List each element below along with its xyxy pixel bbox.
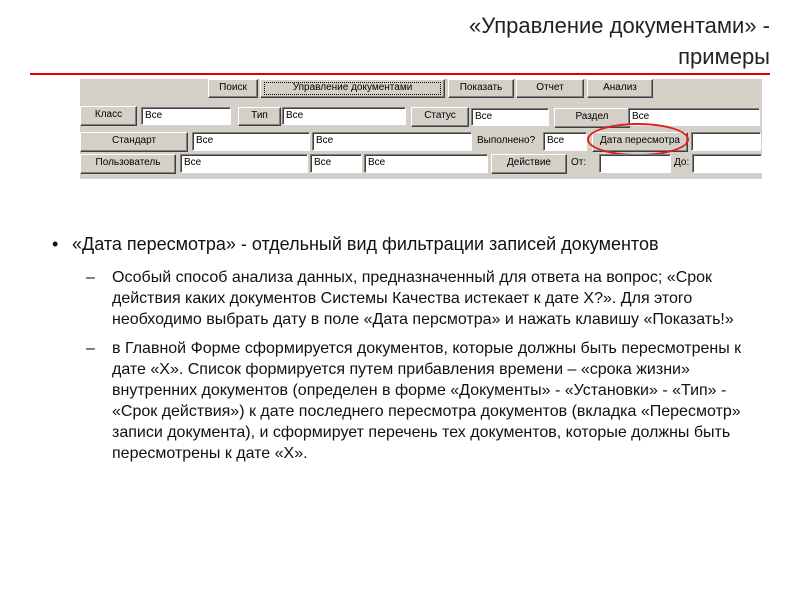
from-label: От: — [571, 157, 587, 168]
class-button[interactable]: Класс — [80, 106, 137, 126]
manage-documents-button[interactable] — [260, 79, 445, 98]
standard-field[interactable]: Все — [192, 132, 310, 151]
sub-bullet-marker: – — [86, 340, 95, 357]
status-button[interactable]: Статус — [411, 107, 469, 127]
review-date-highlight — [587, 123, 689, 156]
to-date-field[interactable] — [692, 154, 762, 173]
focus-rect — [264, 82, 441, 95]
secondary-user-field[interactable]: Все — [310, 154, 362, 173]
manage-documents-label: Управление документами — [292, 82, 413, 93]
from-date-field[interactable] — [599, 154, 671, 173]
standard-button[interactable]: Стандарт — [80, 132, 188, 152]
section-field[interactable]: Все — [628, 108, 760, 126]
review-date-field[interactable] — [691, 132, 761, 151]
completed-field[interactable]: Все — [543, 132, 587, 151]
tertiary-user-field[interactable]: Все — [364, 154, 488, 173]
report-button[interactable]: Отчет — [516, 79, 584, 98]
slide-title-line-2: примеры — [678, 44, 770, 69]
type-button[interactable]: Тип — [238, 107, 281, 126]
slide-title — [250, 10, 770, 72]
sub-bullet-2-text: в Главной Форме сформируется документов, которые должны быть пересмотрены к дате «Х». Список формируется путем прибавления времени – «срока жизни» внутренних документов (определен в форме «Документы» - «Установки» - «Тип» - «Срок действия») к дате последнего пересмотра документов (вкладка «Пересмотр» записи документа), и сформирует перечень тех документов, которые должны быть пересмотрены к дате «Х». — [112, 340, 742, 462]
to-label: До: — [674, 157, 690, 168]
bullet-marker: • — [52, 234, 59, 254]
secondary-field[interactable]: Все — [312, 132, 472, 151]
sub-bullet-1-text: Особый способ анализа данных, предназначенный для ответа на вопрос; «Срок действия каких документов Системы Качества истекает к дате Х?». Для этого необходимо выбрать дату в поле «Дата персмотра» и нажать клавишу «Показать!» — [112, 269, 734, 328]
type-field[interactable]: Все — [282, 107, 406, 125]
action-button[interactable]: Действие — [491, 154, 567, 174]
main-bullet — [50, 233, 770, 255]
show-button[interactable]: Показать — [448, 79, 514, 98]
analysis-button[interactable]: Анализ — [587, 79, 653, 98]
sub-bullet-1 — [50, 267, 770, 330]
user-field[interactable]: Все — [180, 154, 308, 173]
search-button[interactable]: Поиск — [208, 79, 258, 98]
sub-bullet-2 — [50, 338, 770, 464]
section-button[interactable]: Раздел — [554, 108, 630, 128]
completed-label: Выполнено? — [477, 135, 536, 146]
slide-title-line-1: «Управление документами» - — [468, 13, 770, 38]
title-divider — [30, 73, 770, 75]
user-button[interactable]: Пользователь — [80, 154, 176, 174]
filter-panel-screenshot — [80, 79, 762, 179]
bullet-list — [50, 233, 770, 464]
class-field[interactable]: Все — [141, 107, 231, 125]
sub-bullet-marker: – — [86, 269, 95, 286]
review-date-button[interactable]: Дата пересмотра — [592, 132, 688, 152]
status-field[interactable]: Все — [471, 108, 549, 126]
main-bullet-text: «Дата пересмотра» - отдельный вид фильтрации записей документов — [72, 234, 659, 254]
